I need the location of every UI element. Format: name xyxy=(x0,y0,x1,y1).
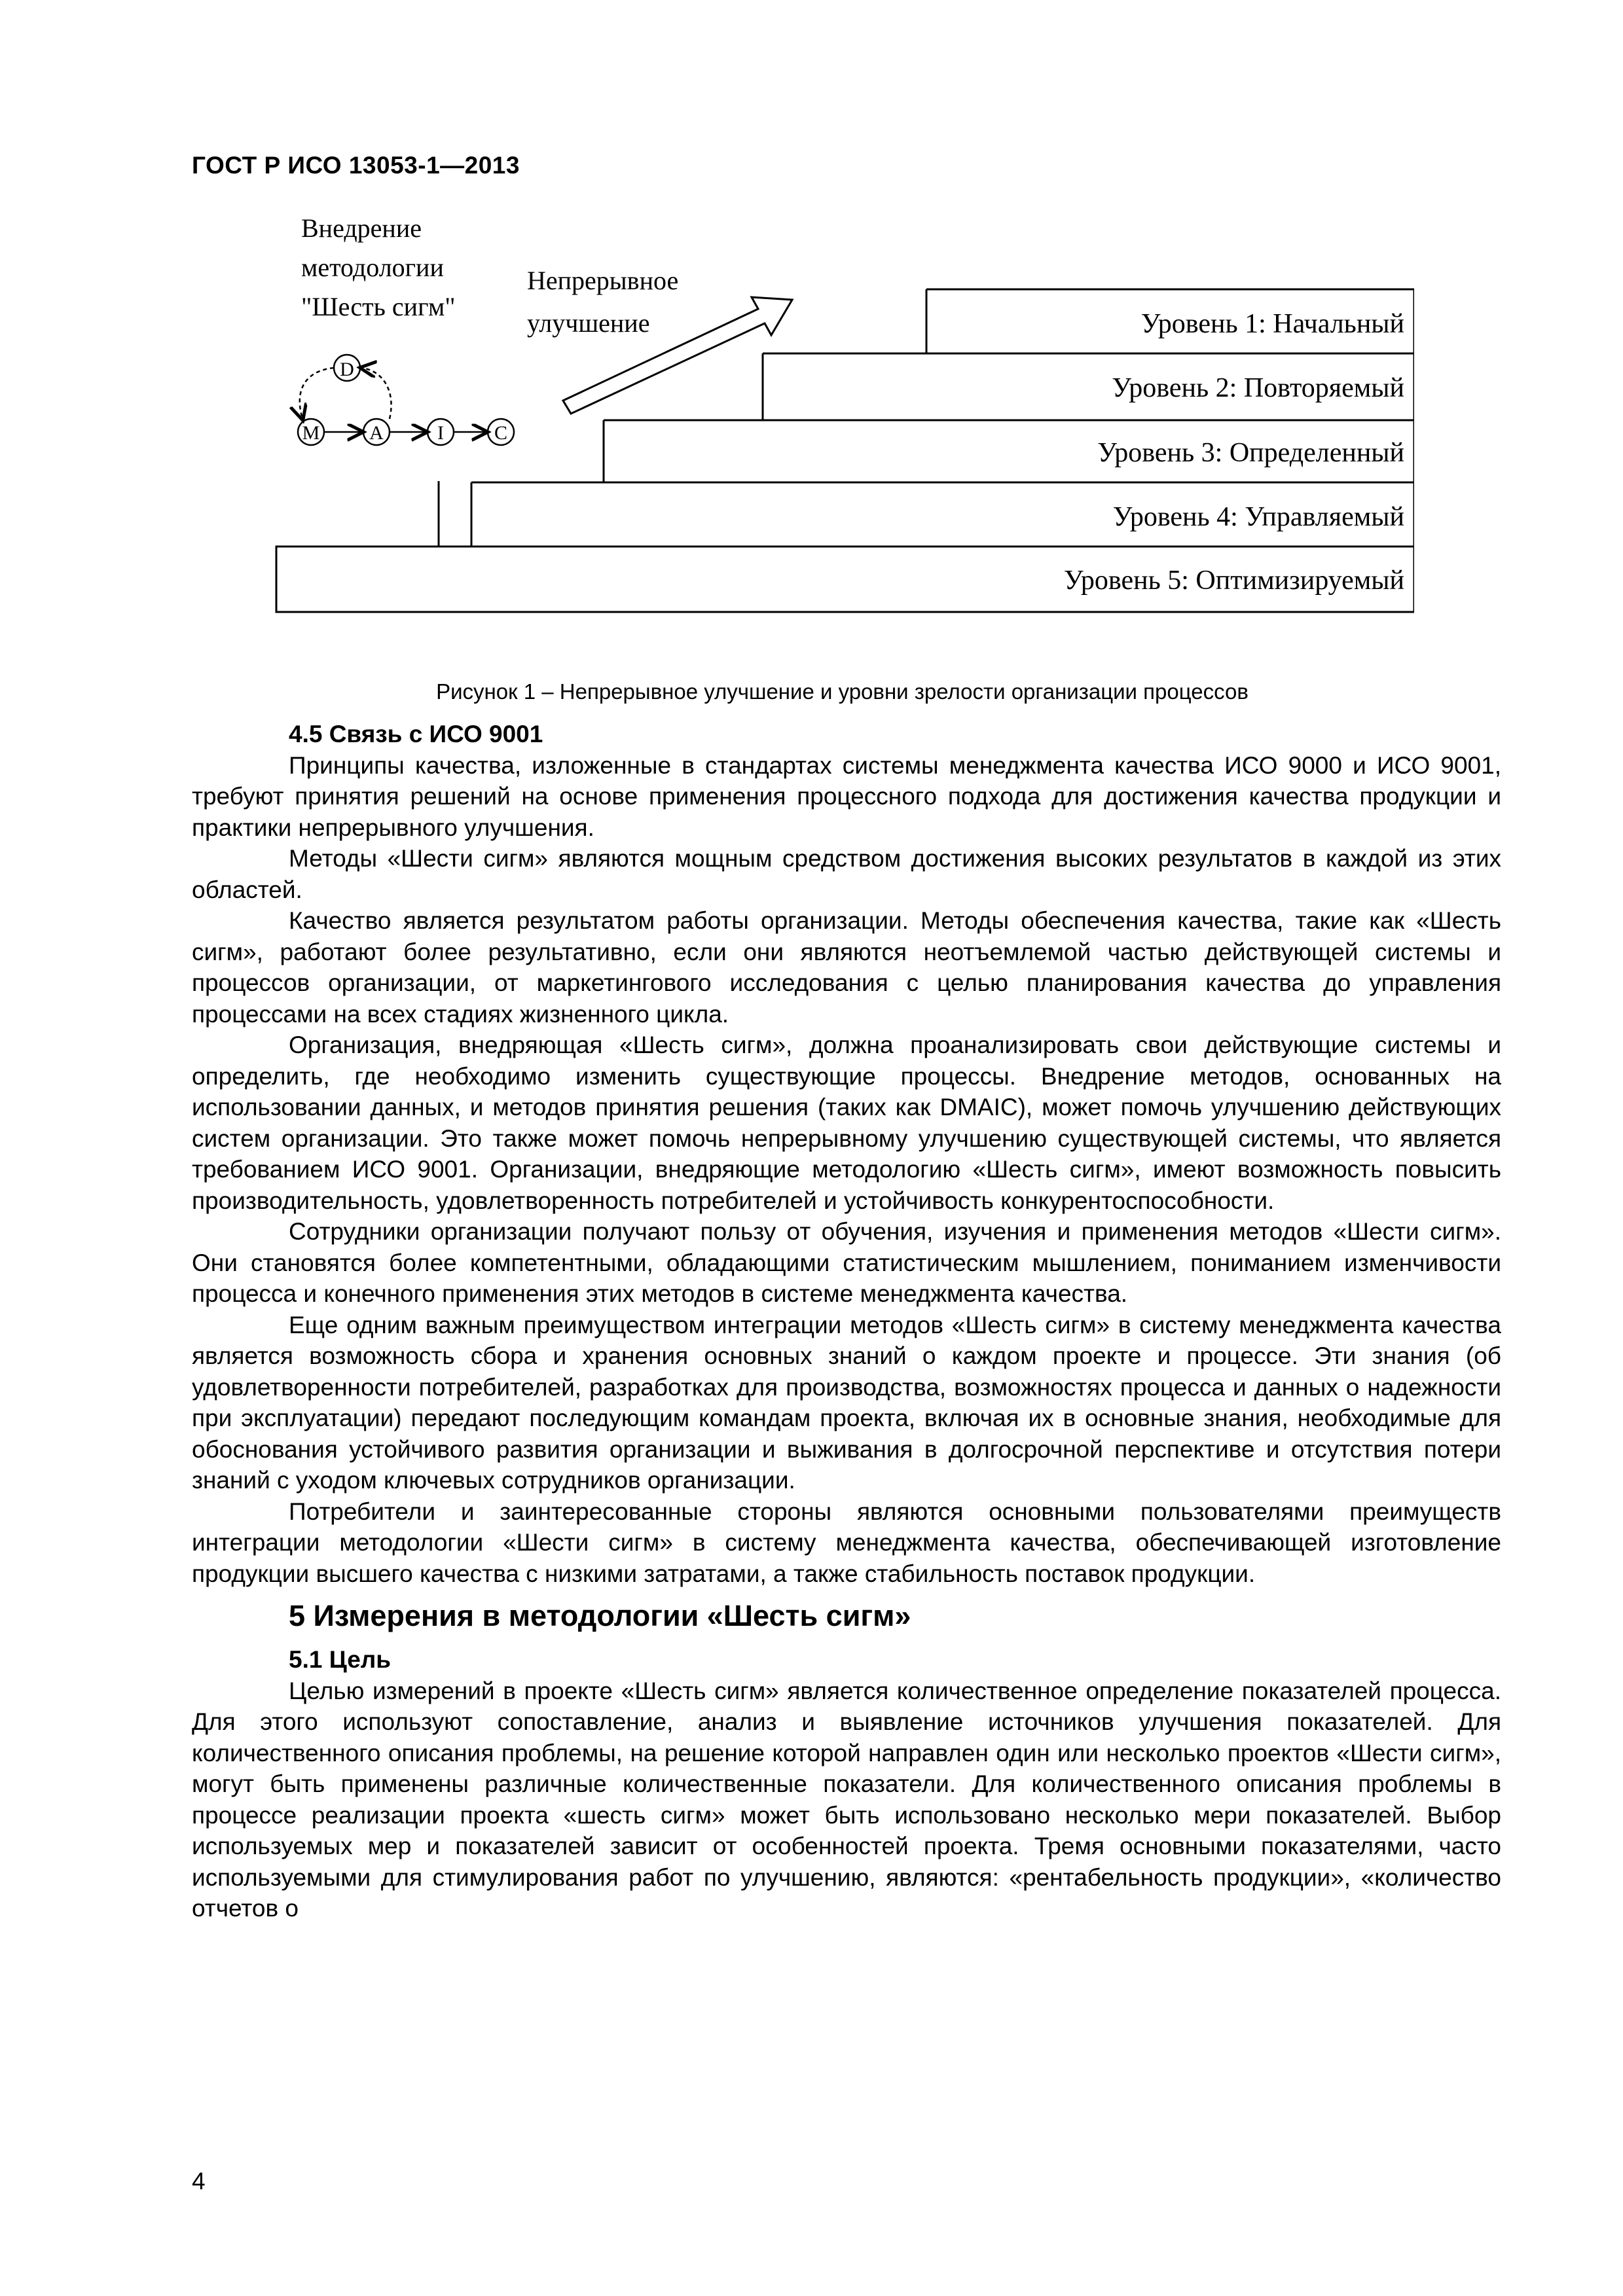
section-5-heading: 5 Измерения в методологии «Шесть сигм» xyxy=(289,1599,911,1632)
section-4-5-paragraph-2: Методы «Шести сигм» являются мощным средством достижения высоких результатов в каждой из этих областей. xyxy=(192,845,1501,903)
section-5-1-heading: 5.1 Цель xyxy=(289,1646,392,1673)
section-4-5-paragraph-4: Организация, внедряющая «Шесть сигм», должна проанализировать свои действующие системы и определить, где необходимо изменить существующие процессы. Внедрение методов, основанных на использовании данных, и методов принятия решения (таких как DMAIC), может помочь улучшению действующих систем организации. Это также может помочь непрерывному улучшению существующей системы, что является требованием ИСО 9001. Организации, внедряющие методологию «Шесть сигм», имеют возможность повысить производительность, удовлетворенность потребителей и устойчивость конкурентоспособности. xyxy=(192,1031,1501,1214)
dmaic-m-letter: M xyxy=(302,422,320,444)
implementation-label-line-2: методологии xyxy=(301,253,444,282)
section-5-1-paragraph: Целью измерений в проекте «Шесть сигм» является количественное определение показателей процесса. Для этого используют сопоставление, анализ и выявление источников улучшения показателей. Для количественного описания проблемы, на решение которой направлен один или несколько проектов «Шести сигм», могут быть применены различные количественные показатели. Для количественного описания проблемы в процессе реализации проекта «шесть сигм» может быть использовано несколько мери показателей. Выбор используемых мер и показателей зависит от особенностей проекта. Тремя основными показателями, часто используемыми для стимулирования работ по улучшению, являются: «рентабельность продукции», «количество отчетов о xyxy=(192,1677,1501,1922)
level-2-label: Уровень 4: Управляемый xyxy=(1112,502,1404,532)
page-number: 4 xyxy=(192,2168,206,2195)
section-4-5-paragraph-3: Качество является результатом работы организации. Методы обеспечения качества, такие как «Шесть сигм», работают более результативно, если они являются неотъемлемой частью действующей системы и процессов организации, от маркетингового исследования с целью планирования качества до управления процессами на всех стадиях жизненного цикла. xyxy=(192,907,1501,1028)
improvement-label-line-1: Непрерывное xyxy=(527,266,679,295)
level-1-label: Уровень 5: Оптимизируемый xyxy=(1063,565,1404,596)
dmaic-c-letter: C xyxy=(494,422,508,444)
dmaic-cycle xyxy=(298,355,514,445)
document-header: ГОСТ Р ИСО 13053-1—2013 xyxy=(192,152,520,179)
section-4-5-heading: 4.5 Связь с ИСО 9001 xyxy=(289,721,543,747)
implementation-label-line-1: Внедрение xyxy=(301,216,422,243)
improvement-label-line-2: улучшение xyxy=(527,308,650,338)
level-4-label: Уровень 2: Повторяемый xyxy=(1112,373,1404,403)
section-4-5-paragraph-7: Потребители и заинтересованные стороны являются основными пользователями преимуществ интеграции методологии «Шести сигм» в систему менеджмента качества, обеспечивающей изготовление продукции высшего качества с низкими затратами, а также стабильность поставок продукции. xyxy=(192,1498,1501,1587)
dmaic-i-letter: I xyxy=(437,422,444,444)
figure-maturity-levels xyxy=(268,216,1414,622)
section-4-5-paragraph-5: Сотрудники организации получают пользу от обучения, изучения и применения методов «Шести сигм». Они становятся более компетентными, обладающими статистическим мышлением, пониманием изменчивости процесса и конечного применения этих методов в системе менеджмента качества. xyxy=(192,1218,1501,1307)
level-5-label: Уровень 1: Начальный xyxy=(1140,309,1404,339)
dmaic-d-letter: D xyxy=(340,359,354,380)
document-body xyxy=(192,719,1501,1924)
section-4-5-paragraph-1: Принципы качества, изложенные в стандартах системы менеджмента качества ИСО 9000 и ИСО 9001, требуют принятия решений на основе применения процессного подхода для достижения качества продукции и практики непрерывного улучшения. xyxy=(192,751,1501,841)
level-3-label: Уровень 3: Определенный xyxy=(1097,438,1404,468)
implementation-label-line-3: "Шесть сигм" xyxy=(301,292,456,321)
figure-caption: Рисунок 1 – Непрерывное улучшение и уровни зрелости организации процессов xyxy=(436,679,1249,704)
section-4-5-paragraph-6: Еще одним важным преимуществом интеграции методов «Шесть сигм» в систему менеджмента качества является возможность сбора и хранения основных знаний о каждом проекте и процессе. Эти знания (об удовлетворенности потребителей, разработках для производства, возможностях процесса и данных о надежности при эксплуатации) передают последующим командам проекта, включая их в основные знания, необходимые для обоснования устойчивого развития организации и выживания в долгосрочной перспективе и отсутствия потери знаний с уходом ключевых сотрудников организации. xyxy=(192,1311,1501,1494)
dmaic-a-letter: A xyxy=(369,422,384,444)
